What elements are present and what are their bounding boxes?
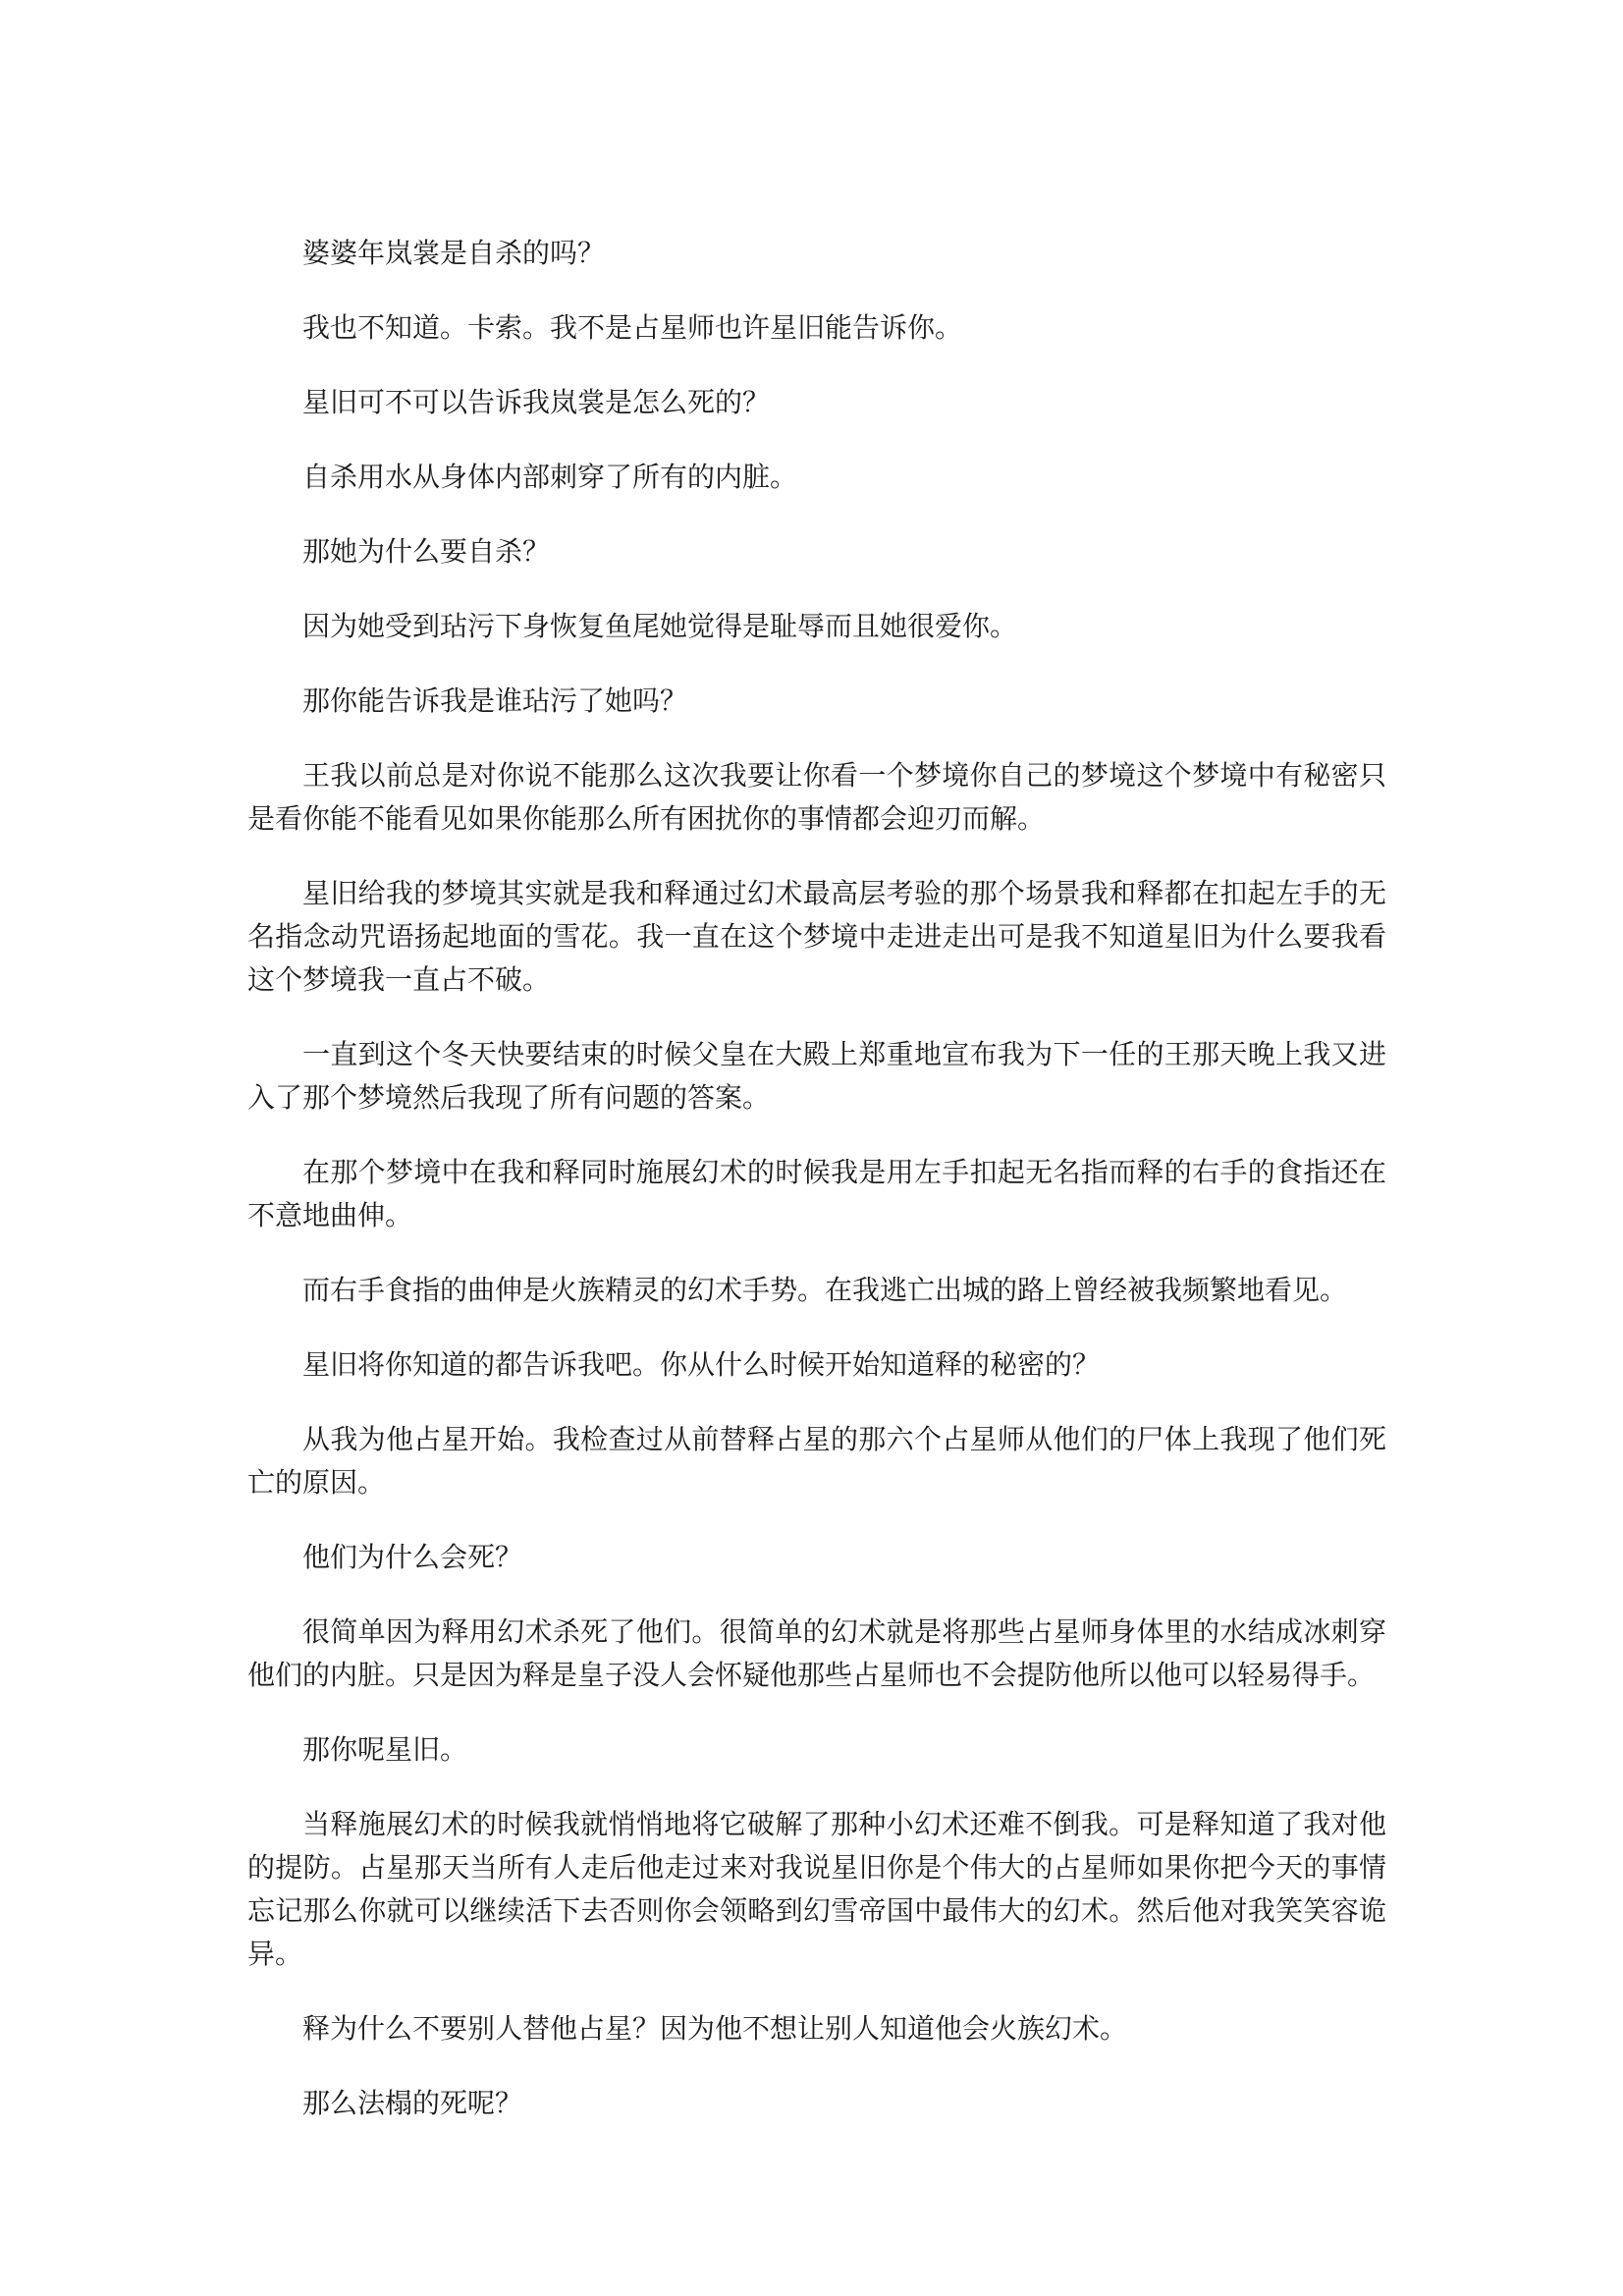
paragraph: 自杀用水从身体内部刺穿了所有的内脏。 [302,461,798,493]
body-text [247,232,1386,2157]
paragraph: 那么法榻的死呢？ [302,2087,523,2119]
paragraph: 他们为什么会死？ [302,1541,523,1573]
paragraph: 当释施展幻术的时候我就悄悄地将它破解了那种小幻术还难不倒我。可是释知道了我对他的提防。占星那天当所有人走后他走过来对我说星旧你是个伟大的占星师如果你把今天的事情忘记那么你就可以继续活下去否则你会领略到幻雪帝国中最伟大的幻术。然后他对我笑笑容诡异。 [247,1808,1386,1970]
paragraph: 因为她受到玷污下身恢复鱼尾她觉得是耻辱而且她很爱你。 [302,610,1018,642]
paragraph: 在那个梦境中在我和释同时施展幻术的时候我是用左手扣起无名指而释的右手的食指还在不意地曲伸。 [247,1156,1386,1231]
paragraph: 一直到这个冬天快要结束的时候父皇在大殿上郑重地宣布我为下一任的王那天晚上我又进入了那个梦境然后我现了所有问题的答案。 [247,1038,1386,1114]
paragraph: 那她为什么要自杀？ [302,535,551,568]
paragraph: 星旧可不可以告诉我岚裳是怎么死的？ [302,386,771,418]
paragraph: 婆婆年岚裳是自杀的吗？ [302,237,606,269]
paragraph: 很简单因为释用幻术杀死了他们。很简单的幻术就是将那些占星师身体里的水结成冰刺穿他们的内脏。只是因为释是皇子没人会怀疑他那些占星师也不会提防他所以他可以轻易得手。 [247,1615,1386,1691]
paragraph: 我也不知道。卡索。我不是占星师也许星旧能告诉你。 [302,311,963,344]
paragraph: 释为什么不要别人替他占星？因为他不想让别人知道他会火族幻术。 [302,2012,1128,2045]
paragraph: 那你能告诉我是谁玷污了她吗？ [302,684,688,717]
paragraph: 那你呢星旧。 [302,1733,468,1766]
paragraph: 王我以前总是对你说不能那么这次我要让你看一个梦境你自己的梦境这个梦境中有秘密只是看你能不能看见如果你能那么所有困扰你的事情都会迎刃而解。 [247,759,1386,835]
paragraph: 星旧给我的梦境其实就是我和释通过幻术最高层考验的那个场景我和释都在扣起左手的无名指念动咒语扬起地面的雪花。我一直在这个梦境中走进走出可是我不知道星旧为什么要我看这个梦境我一直占不破。 [247,877,1386,996]
paragraph: 星旧将你知道的都告诉我吧。你从什么时候开始知道释的秘密的？ [302,1348,1101,1381]
paragraph: 从我为他占星开始。我检查过从前替释占星的那六个占星师从他们的尸体上我现了他们死亡的原因。 [247,1423,1386,1499]
paragraph: 而右手食指的曲伸是火族精灵的幻术手势。在我逃亡出城的路上曾经被我频繁地看见。 [302,1274,1348,1306]
